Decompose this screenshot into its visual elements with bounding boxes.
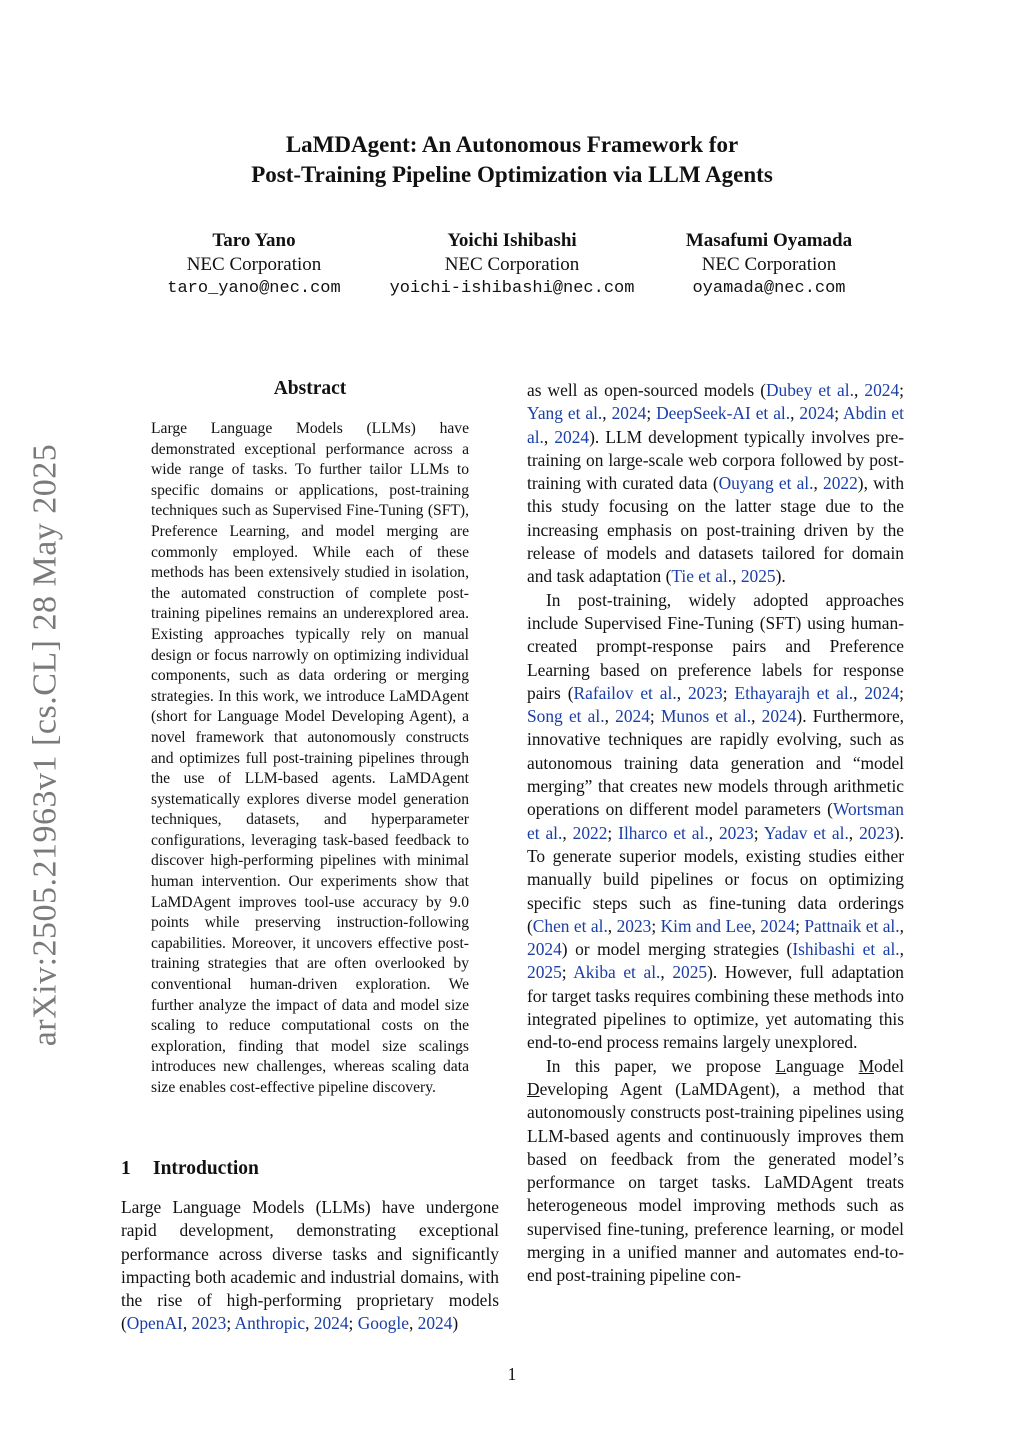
section-title: Introduction: [153, 1158, 259, 1179]
paper-title-line-1: LaMDAgent: An Autonomous Framework for: [285, 132, 739, 157]
author-affiliation: NEC Corporation: [186, 254, 322, 275]
citation-year-link[interactable]: 2024: [799, 403, 835, 424]
citation-link[interactable]: Yang et al.: [527, 403, 603, 424]
intro-paragraph-1: Large Language Models (LLMs) have undergone rapid development, demonstrating exceptional performance across diverse tasks and significantly impacting both academic and industrial domains, with the rise of high-performing proprietary models (OpenAI, 2023; Anthropic, 2024; Google, 2024): [121, 1197, 499, 1334]
paper-title: [0, 130, 1024, 190]
citation-link[interactable]: Tie et al.: [671, 566, 733, 587]
citation-year-link[interactable]: 2024: [864, 380, 900, 400]
citation-year-link[interactable]: 2023: [859, 822, 894, 843]
abstract-heading: Abstract: [273, 378, 347, 399]
citation-link[interactable]: Akiba et al.: [573, 962, 661, 983]
author-email[interactable]: taro_yano@nec.com: [167, 279, 341, 298]
abstract-text: Large Language Models (LLMs) have demonstrated exceptional performance across a wide range of tasks. To further tailor LLMs to specific domains or applications, post-training techniques such as Supervised Fine-Tuning (SFT), Preference Learning, and model merging are commonly employed. While each of these methods has been extensively studied in isolation, the automated construction of complete post-training pipelines remains an underexplored area. Existing approaches typically rely on manual design or focus narrowly on optimizing individual components, such as data ordering or merging strategies. In this work, we introduce LaMDAgent (short for Language Model Developing Agent), a novel framework that autonomously constructs and optimizes full post-training pipelines through the use of LLM-based agents. LaMDAgent systematically explores diverse model generation techniques, datasets, and hyperparameter configurations, leveraging task-based feedback to discover high-performing pipelines with minimal human intervention. Our experiments show that LaMDAgent improves tool-use accuracy by 9.0 points while preserving instruction-following capabilities. Moreover, it uncovers effective post-training strategies that are often overlooked by conventional human-driven exploration. We further analyze the impact of data and model size scaling to reduce computational costs on the exploration, finding that model size scalings introduces new challenges, whereas scaling data size enables cost-effective pipeline discovery.: [151, 420, 469, 1096]
citation-link[interactable]: Rafailov et al.: [573, 682, 677, 703]
citation-link[interactable]: Ethayarajh et al.: [734, 682, 854, 703]
citation-year-link[interactable]: 2023: [191, 1313, 227, 1334]
author-name: Taro Yano: [212, 230, 296, 251]
citation-year-link[interactable]: 2022: [572, 822, 608, 843]
citation-link[interactable]: Ilharco et al.: [618, 822, 709, 843]
acronym-letter: D: [527, 1078, 540, 1099]
author-block-3: [609, 229, 929, 301]
intro-paragraph-continued: as well as open-sourced models (Dubey et al., 2024; Yang et al., 2024; DeepSeek-AI et al., 2024; Abdin et al., 2024). LLM development typically involves pre-training on large-scale web corpora followed by post-training with curated data (Ouyang et al., 2022), with this study focusing on the latter stage due to the increasing emphasis on post-training driven by the release of models and datasets tailored for domain and task adaptation (Tie et al., 2025).: [527, 380, 905, 587]
citation-year-link[interactable]: 2023: [718, 822, 754, 843]
citation-year-link[interactable]: 2024: [313, 1313, 349, 1334]
author-name: Masafumi Oyamada: [685, 230, 853, 251]
citation-year-link[interactable]: 2024: [554, 426, 590, 447]
acronym-letter: L: [775, 1055, 787, 1076]
citation-year-link[interactable]: 2024: [611, 403, 647, 424]
citation-year-link[interactable]: 2023: [616, 915, 652, 936]
citation-link[interactable]: Ishibashi et al.: [792, 939, 900, 960]
citation-link[interactable]: Ouyang et al.: [718, 473, 814, 494]
section-number: 1: [121, 1158, 131, 1179]
page-number: 1: [507, 1364, 517, 1384]
intro-paragraph-3: In this paper, we propose Language Model Developing Agent (LaMDAgent), a method that autonomously constructs post-training pipelines using LLM-based agents and continuously improves them based on feedback from the generated model’s performance on target tasks. LaMDAgent treats heterogeneous model improving methods such as supervised fine-tuning, preference learning, or model merging in a unified manner and automates end-to-end post-training pipeline con-: [527, 1055, 904, 1286]
citation-link[interactable]: Pattnaik et al.: [804, 915, 900, 936]
citation-year-link[interactable]: 2024: [527, 939, 562, 960]
citation-link[interactable]: Munos et al.: [660, 706, 752, 727]
citation-link[interactable]: Google: [357, 1313, 409, 1334]
author-name: Yoichi Ishibashi: [447, 230, 577, 251]
citation-link[interactable]: Anthropic: [234, 1313, 306, 1334]
arxiv-stamp: [10, 440, 80, 1050]
citation-link[interactable]: Wortsman et al.: [527, 799, 904, 843]
citation-year-link[interactable]: 2023: [687, 682, 723, 703]
right-column: [527, 379, 904, 1288]
citation-link[interactable]: Yadav et al.: [763, 822, 849, 843]
arxiv-stamp-text: arXiv:2505.21963v1 [cs.CL] 28 May 2025: [26, 443, 64, 1047]
citation-link[interactable]: DeepSeek-AI et al.: [656, 403, 791, 424]
citation-year-link[interactable]: 2025: [740, 566, 776, 587]
paper-title-line-2: Post-Training Pipeline Optimization via LLM Agents: [251, 162, 773, 187]
author-affiliation: NEC Corporation: [701, 254, 837, 275]
citation-year-link[interactable]: 2022: [823, 473, 858, 494]
author-affiliation: NEC Corporation: [444, 254, 580, 275]
citation-link[interactable]: Kim and Lee: [660, 915, 752, 936]
citation-link[interactable]: Dubey et al.: [765, 380, 854, 400]
citation-link[interactable]: Chen et al.: [532, 915, 608, 936]
citation-year-link[interactable]: 2025: [527, 962, 562, 983]
citation-year-link[interactable]: 2024: [761, 706, 797, 727]
citation-year-link[interactable]: 2025: [672, 962, 708, 983]
citation-link[interactable]: Abdin et al.: [527, 403, 904, 447]
citation-link[interactable]: OpenAI: [126, 1313, 183, 1334]
citation-year-link[interactable]: 2024: [864, 682, 900, 703]
author-email[interactable]: oyamada@nec.com: [692, 279, 846, 298]
citation-link[interactable]: Song et al.: [527, 706, 605, 727]
acronym-letter: M: [858, 1055, 875, 1076]
section-heading-introduction: [121, 1158, 259, 1180]
citation-year-link[interactable]: 2024: [615, 706, 650, 727]
author-email[interactable]: yoichi-ishibashi@nec.com: [389, 279, 635, 298]
intro-paragraph-2: In post-training, widely adopted approaches include Supervised Fine-Tuning (SFT) using human-created prompt-response pairs and Preference Learning based on preference labels for response pairs (Rafailov et al., 2023; Ethayarajh et al., 2024; Song et al., 2024; Munos et al., 2024). Furthermore, innovative techniques are rapidly evolving, such as autonomous training data generation and “model merging” that creates new models through arithmetic operations on different model parameters (Wortsman et al., 2022; Ilharco et al., 2023; Yadav et al., 2023). To generate superior models, existing studies either manually build pipelines or focus on optimizing specific steps such as fine-tuning data orderings (Chen et al., 2023; Kim and Lee, 2024; Pattnaik et al., 2024) or model merging strategies (Ishibashi et al., 2025; Akiba et al., 2025). However, full adaptation for target tasks requires combining these methods into integrated pipelines to optimize, yet automating this end-to-end process remains largely unexplored.: [527, 589, 905, 1053]
citation-year-link[interactable]: 2024: [760, 915, 796, 936]
citation-year-link[interactable]: 2024: [417, 1313, 453, 1334]
